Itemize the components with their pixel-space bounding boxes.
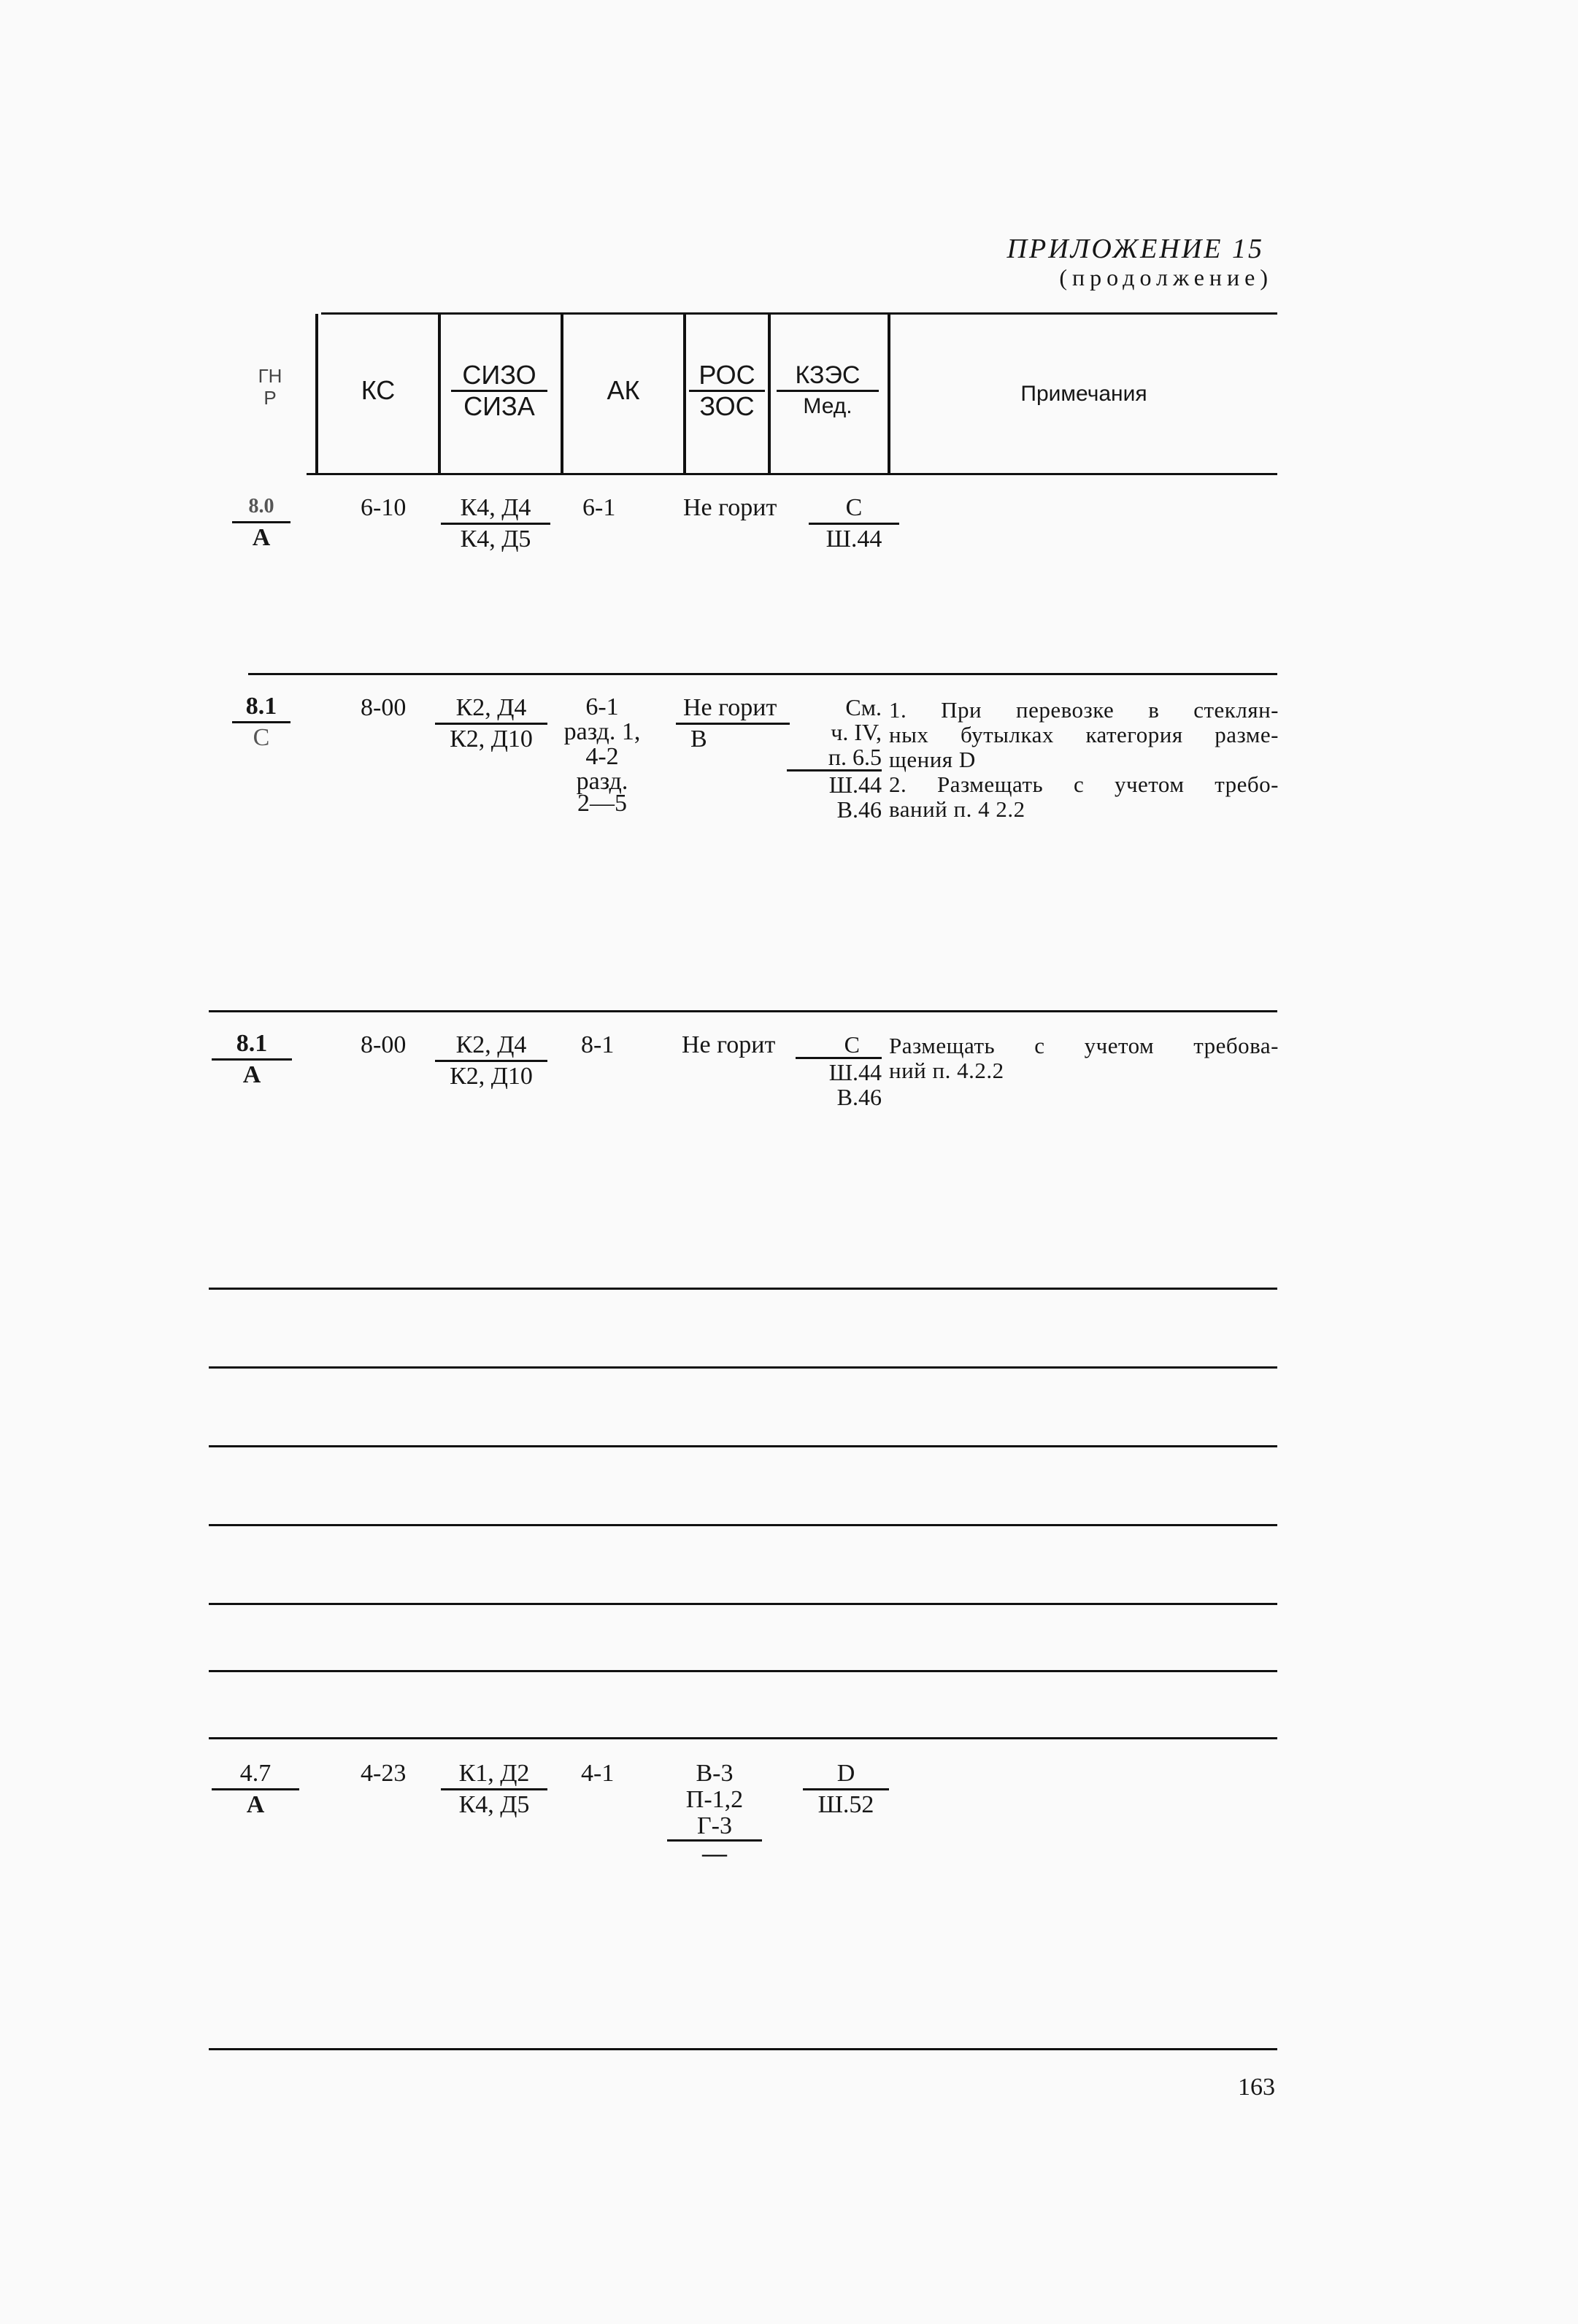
table-row-2-notes: 1. При перевозке в стеклян- ных бутылках категория разме- щения D 2. Размещать с учетом требо- ваний п. 4 2.2 — [889, 697, 1279, 822]
col-header-ks: КС — [361, 375, 396, 405]
table-row-3-sizo: К2, Д4 К2, Д10 — [435, 1032, 547, 1090]
col-divider-5 — [768, 314, 771, 473]
table-row-3-ak: 8-1 — [581, 1031, 615, 1058]
col-header-ak: АК — [607, 375, 640, 405]
table-row-1-sizo: К4, Д4 К4, Д5 — [441, 495, 550, 553]
table-row-4-id: 4.7 А — [212, 1761, 299, 1818]
table-row-3-kzes: С Ш.44 В.46 — [796, 1032, 882, 1109]
table-row-1-ak: 6-1 — [582, 494, 616, 521]
row-separator-8 — [209, 1670, 1277, 1672]
header-top-rule — [321, 312, 1277, 315]
continuation-label: (продолжение) — [1059, 264, 1273, 290]
col-header-notes: Примечания — [1020, 382, 1147, 406]
table-row-2-ks: 8-00 — [361, 694, 407, 721]
table-row-1-kzes: С Ш.44 — [809, 495, 899, 553]
table-row-4-ros: В-3 П-1,2 Г-3 — — [667, 1761, 762, 1866]
table-row-4-sizo: К1, Д2 К4, Д5 — [441, 1761, 547, 1818]
row-separator-6 — [209, 1524, 1277, 1526]
row-separator-4 — [209, 1366, 1277, 1369]
table-row-3-id: 8.1 А — [212, 1031, 292, 1088]
col-divider-2 — [438, 314, 441, 473]
row-separator-2 — [209, 1010, 1277, 1012]
table-row-4-kzes: D Ш.52 — [803, 1761, 889, 1818]
col-header-kzes: КЗЭС Мед. — [777, 362, 879, 420]
table-bottom-rule — [209, 2048, 1277, 2050]
row-separator-9 — [209, 1737, 1277, 1739]
row-separator-7 — [209, 1603, 1277, 1605]
table-row-3-ks: 8-00 — [361, 1031, 407, 1058]
table-row-3-notes: Размещать с учетом требова- ний п. 4.2.2 — [889, 1033, 1279, 1083]
table-row-4-ak: 4-1 — [581, 1760, 615, 1787]
row-separator-3 — [209, 1288, 1277, 1290]
table-row-2-ros: Не горит В — [676, 695, 790, 753]
row-separator-5 — [209, 1445, 1277, 1447]
col-divider-4 — [683, 314, 686, 473]
table-row-1-id: 8.0 А — [232, 493, 290, 551]
row-separator-1 — [248, 673, 1277, 675]
table-row-2-ak: 6-1 разд. 1, 4-2 разд. 2—5 — [563, 693, 641, 817]
table-row-2-kzes: См. ч. IV, п. 6.5 Ш.44 В.46 — [796, 695, 882, 822]
table-row-1-ks: 6-10 — [361, 494, 407, 521]
header-bottom-rule — [307, 473, 1277, 475]
page-number: 163 — [1238, 2074, 1275, 2101]
table-row-3-ros: Не горит — [682, 1031, 776, 1058]
table-row-1-ros: Не горит — [683, 494, 777, 521]
table-row-2-id: 8.1 С — [232, 693, 290, 751]
col-header-sizo: СИЗО СИЗА — [451, 362, 547, 420]
table-row-2-sizo: К2, Д4 К2, Д10 — [435, 695, 547, 753]
col-header-ros: РОС ЗОС — [689, 362, 765, 420]
table-row-4-ks: 4-23 — [361, 1760, 407, 1787]
appendix-title: ПРИЛОЖЕНИЕ 15 — [1007, 234, 1264, 264]
col-header-first: ГН Р — [258, 365, 282, 409]
